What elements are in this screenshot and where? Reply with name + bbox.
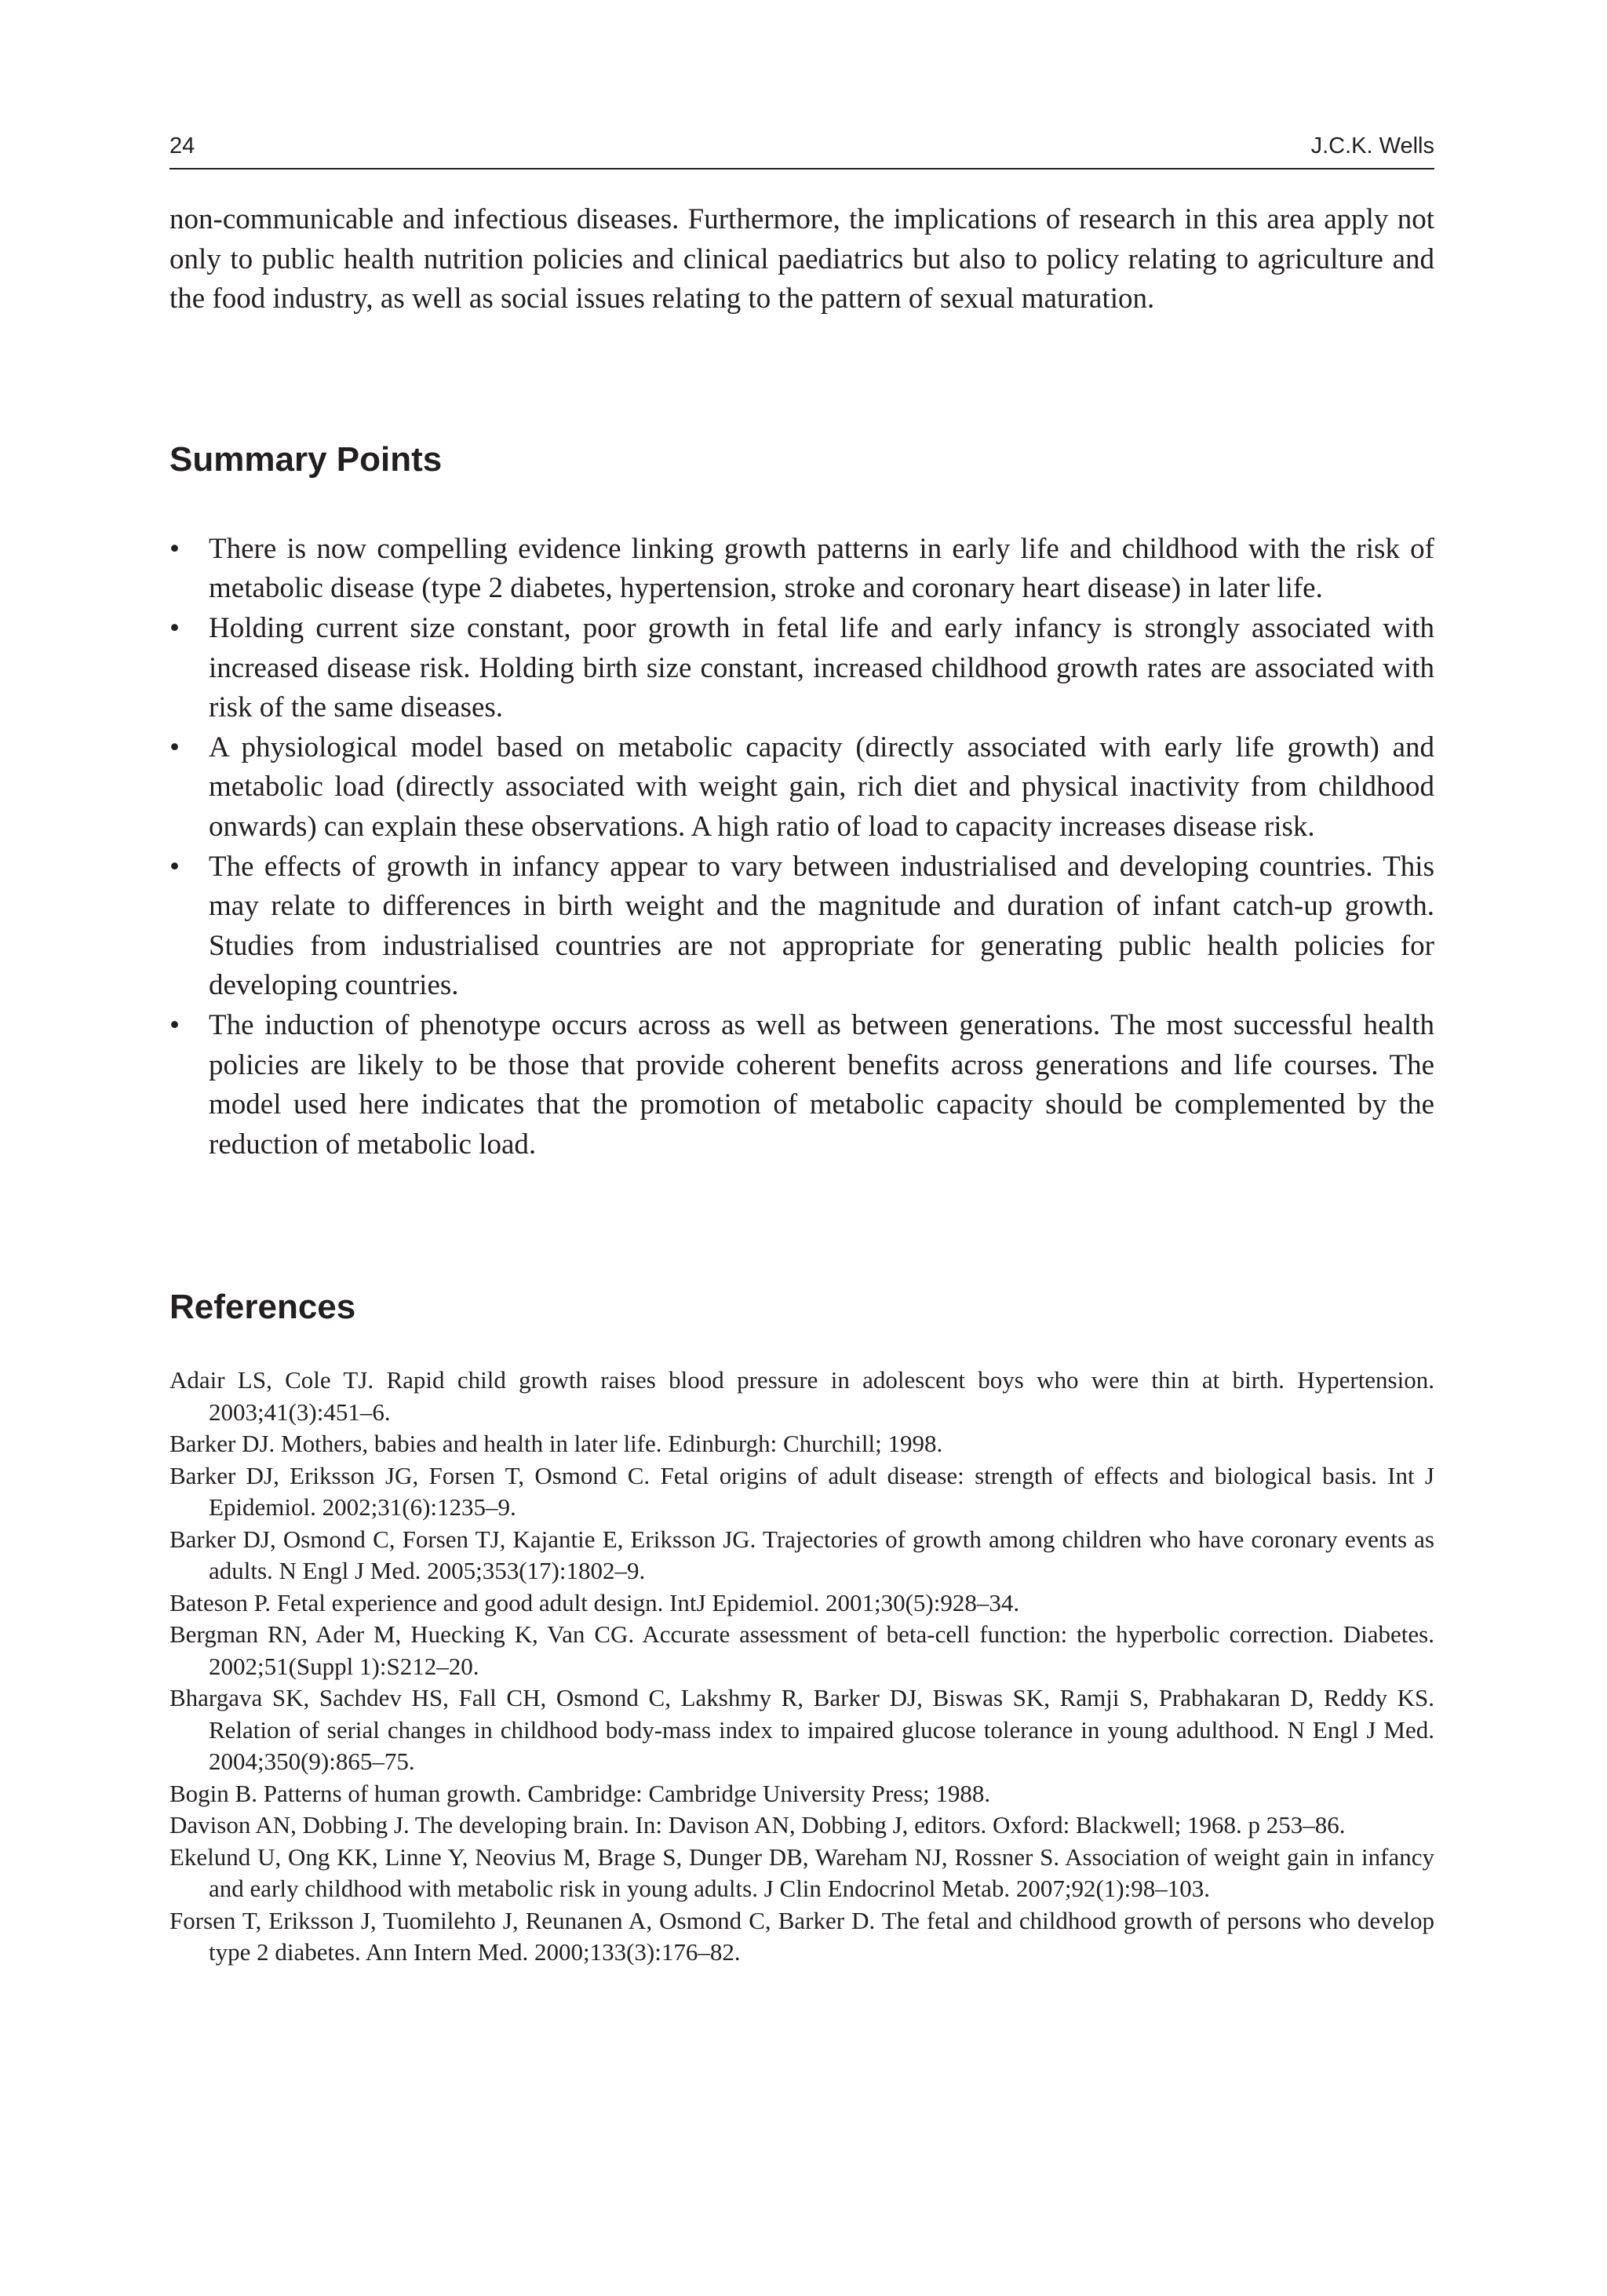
reference-item: Adair LS, Cole TJ. Rapid child growth raises blood pressure in adolescent boys who were thin at birth. Hypertension. 2003;41(3):451–6. <box>169 1366 1434 1426</box>
intro-paragraph: non-communicable and infectious diseases. Furthermore, the implications of research in this area apply not only to public health nutrition policies and clinical paediatrics but also to policy relating to agriculture and the food industry, as well as social issues relating to the pattern of sexual maturation. <box>169 203 1434 315</box>
reference-item: Bergman RN, Ader M, Huecking K, Van CG. Accurate assessment of beta-cell function: the hyperbolic correction. Diabetes. 2002;51(Suppl 1):S212–20. <box>169 1620 1434 1680</box>
bullet-icon: • <box>169 611 180 644</box>
summary-point-text: The effects of growth in infancy appear to vary between industrialised and developing countries. This may relate to differences in birth weight and the magnitude and duration of infant catch-up growth. Studies from industrialised countries are not appropriate for generating public health policies for developing countries. <box>209 850 1434 1002</box>
reference-item: Barker DJ, Osmond C, Forsen TJ, Kajantie E, Eriksson JG. Trajectories of growth among children who have coronary events as adults. N Engl J Med. 2005;353(17):1802–9. <box>169 1525 1434 1585</box>
bullet-icon: • <box>169 1008 180 1041</box>
summary-point <box>169 728 1434 847</box>
page-number: 24 <box>169 133 195 159</box>
references-heading: References <box>169 1288 356 1327</box>
summary-point <box>169 530 1434 609</box>
reference-item: Bogin B. Patterns of human growth. Cambridge: Cambridge University Press; 1988. <box>169 1779 991 1807</box>
reference-item: Forsen T, Eriksson J, Tuomilehto J, Reunanen A, Osmond C, Barker D. The fetal and childhood growth of persons who develop type 2 diabetes. Ann Intern Med. 2000;133(3):176–82. <box>169 1906 1434 1966</box>
bullet-icon: • <box>169 850 180 883</box>
reference-item: Bhargava SK, Sachdev HS, Fall CH, Osmond C, Lakshmy R, Barker DJ, Biswas SK, Ramji S, Prabhakaran D, Reddy KS. Relation of serial changes in childhood body-mass index to impaired glucose tolerance in young adulthood. N Engl J Med. 2004;350(9):865–75. <box>169 1684 1434 1776</box>
summary-point-text: A physiological model based on metabolic capacity (directly associated with early life growth) and metabolic load (directly associated with weight gain, rich diet and physical inactivity from childhood onwards) can explain these observations. A high ratio of load to capacity increases disease risk. <box>209 731 1434 843</box>
summary-heading: Summary Points <box>169 439 443 479</box>
summary-points-list <box>169 530 1434 1165</box>
reference-item: Ekelund U, Ong KK, Linne Y, Neovius M, Brage S, Dunger DB, Wareham NJ, Rossner S. Association of weight gain in infancy and early childhood with metabolic risk in young adults. J Clin Endocrinol Metab. 2007;92(1):98–103. <box>169 1842 1434 1903</box>
running-head-author: J.C.K. Wells <box>1310 133 1434 159</box>
summary-point <box>169 609 1434 728</box>
running-head <box>169 130 1434 169</box>
bullet-icon: • <box>169 532 180 565</box>
page-body <box>169 200 1434 1969</box>
reference-item: Barker DJ, Eriksson JG, Forsen T, Osmond C. Fetal origins of adult disease: strength of effects and biological basis. Int J Epidemiol. 2002;31(6):1235–9. <box>169 1461 1434 1522</box>
bullet-icon: • <box>169 731 180 764</box>
reference-item: Bateson P. Fetal experience and good adult design. IntJ Epidemiol. 2001;30(5):928–34. <box>169 1588 1020 1616</box>
summary-point-text: There is now compelling evidence linking growth patterns in early life and childhood with the risk of metabolic disease (type 2 diabetes, hypertension, stroke and coronary heart disease) in later life. <box>209 532 1434 605</box>
summary-point-text: The induction of phenotype occurs across as well as between generations. The most successful health policies are likely to be those that provide coherent benefits across generations and life courses. The model used here indicates that the promotion of metabolic capacity should be complemented by the reduction of metabolic load. <box>209 1008 1434 1161</box>
reference-item: Barker DJ. Mothers, babies and health in later life. Edinburgh: Churchill; 1998. <box>169 1430 943 1458</box>
summary-point-text: Holding current size constant, poor growth in fetal life and early infancy is strongly associated with increased disease risk. Holding birth size constant, increased childhood growth rates are associated with risk of the same diseases. <box>209 611 1434 724</box>
summary-point <box>169 847 1434 1006</box>
summary-point <box>169 1006 1434 1164</box>
references-list <box>169 1365 1434 1969</box>
reference-item: Davison AN, Dobbing J. The developing brain. In: Davison AN, Dobbing J, editors. Oxford: Blackwell; 1968. p 253–86. <box>169 1811 1346 1839</box>
